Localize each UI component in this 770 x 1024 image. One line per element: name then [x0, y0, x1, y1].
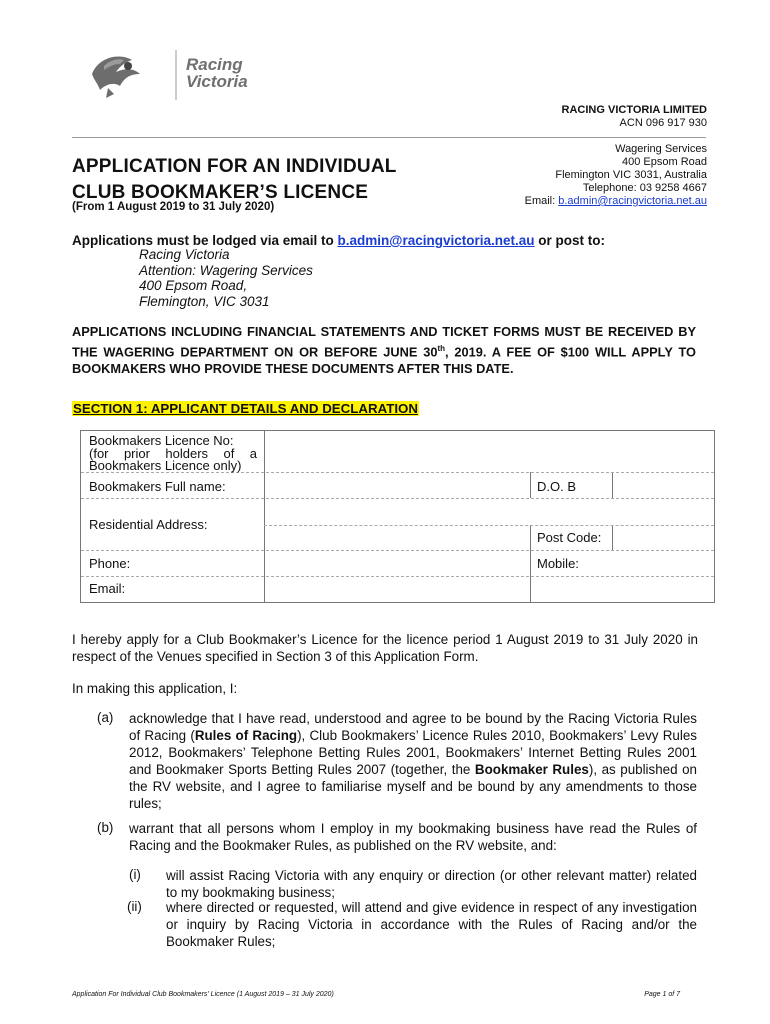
- label-licence-no: Bookmakers Licence No:: [89, 433, 234, 448]
- licence-period: (From 1 August 2019 to 31 July 2020): [72, 201, 275, 213]
- contact-block: [525, 143, 707, 208]
- lodge-suffix: or post to:: [534, 233, 606, 248]
- item-a-text: [129, 710, 697, 812]
- label-licence-note: (for prior holders of a Bookmakers Licence only): [89, 446, 257, 473]
- label-post-code: Post Code:: [537, 530, 602, 545]
- item-a-bold1: Rules of Racing: [194, 728, 298, 743]
- contact-email-link[interactable]: b.admin@racingvictoria.net.au: [558, 195, 707, 207]
- input-email[interactable]: [265, 577, 529, 602]
- label-residential-address: Residential Address:: [89, 517, 208, 532]
- page-title: [72, 154, 397, 206]
- company-name: RACING VICTORIA LIMITED: [561, 104, 707, 116]
- item-i-text: will assist Racing Victoria with any enquiry or direction (or other relevant matter) related to my bookmaking business;: [166, 868, 697, 900]
- input-post-code[interactable]: [613, 526, 713, 550]
- title-line2: CLUB BOOKMAKER’S LICENCE: [72, 182, 369, 203]
- logo-line1: Racing: [186, 55, 243, 74]
- item-ii-label: (ii): [127, 899, 142, 914]
- lodge-prefix: Applications must be lodged via email to: [72, 233, 338, 248]
- label-full-name: Bookmakers Full name:: [89, 479, 226, 494]
- contact-email-label: Email:: [524, 195, 559, 207]
- contact-city: Flemington VIC 3031, Australia: [555, 169, 707, 181]
- input-residential-address[interactable]: [265, 499, 713, 525]
- lodge-email-link[interactable]: b.admin@racingvictoria.net.au: [337, 233, 535, 248]
- address-line3: 400 Epsom Road,: [139, 278, 248, 293]
- form-divider-right: [530, 525, 531, 602]
- input-full-name[interactable]: [265, 473, 529, 498]
- footer-document-title: Application For Individual Club Bookmakers' Licence (1 August 2019 – 31 July 2020): [72, 991, 334, 998]
- label-email: Email:: [89, 581, 126, 596]
- item-a-label: (a): [97, 710, 114, 725]
- item-b-text: warrant that all persons whom I employ in my bookmaking business have read the Rules of Racing and the Bookmaker Rules, as published on the RV website, and:: [129, 821, 697, 853]
- deadline-notice: [72, 323, 696, 377]
- input-dob[interactable]: [613, 473, 713, 498]
- item-i-label: (i): [129, 867, 141, 882]
- company-acn: ACN 096 917 930: [619, 117, 707, 129]
- company-block: [562, 104, 707, 130]
- lodge-instructions: [72, 233, 605, 248]
- form-divider-dob: [530, 472, 531, 498]
- label-phone: Phone:: [89, 556, 131, 571]
- logo-text: [186, 56, 248, 90]
- item-a-part3: ), as published on the RV website, and I agree to familiarise myself and be bound by any amendments to those rules;: [129, 762, 697, 811]
- address-line2: Attention: Wagering Services: [139, 262, 313, 278]
- label-mobile: Mobile:: [537, 556, 579, 571]
- racing-victoria-logo: [84, 44, 304, 106]
- notice-part2: , 2019. A FEE OF $100 WILL APPLY TO BOOKMAKERS WHO PROVIDE THESE DOCUMENTS AFTER THIS DATE.: [72, 344, 696, 377]
- making-application-intro: In making this application, I:: [72, 681, 238, 696]
- contact-email-line: [525, 195, 707, 208]
- section-1-heading: SECTION 1: APPLICANT DETAILS AND DECLARATION: [73, 401, 418, 416]
- input-mobile[interactable]: [613, 551, 713, 576]
- input-licence-no[interactable]: [265, 432, 713, 472]
- item-b-label: (b): [97, 820, 114, 835]
- title-line1: APPLICATION FOR AN INDIVIDUAL: [72, 156, 397, 177]
- item-a-bold2: Bookmaker Rules: [474, 762, 589, 777]
- contact-dept: Wagering Services: [615, 143, 707, 155]
- item-a-part1: acknowledge that I have read, understood and agree to be bound by the Racing Victoria Rules of Racing (: [129, 711, 697, 743]
- input-phone[interactable]: [265, 551, 529, 576]
- label-dob: D.O. B: [537, 479, 577, 494]
- address-line1: Racing Victoria: [139, 247, 230, 262]
- contact-phone: Telephone: 03 9258 4667: [582, 182, 707, 194]
- contact-street: 400 Epsom Road: [622, 156, 707, 168]
- apply-statement: I hereby apply for a Club Bookmaker’s Licence for the licence period 1 August 2019 to 31 July 2020 in respect of the Venues specified in Section 3 of this Application Form.: [72, 632, 698, 664]
- postal-address: [139, 247, 313, 309]
- item-a-part2: ), Club Bookmakers’ Licence Rules 2010, Bookmakers’ Levy Rules 2012, Bookmakers’ Telephone Betting Rules 2001, Bookmakers’ Internet Betting Rules 2001 and Bookmaker Sports Betting Rules 2007 (together, the: [129, 728, 697, 777]
- notice-part1: APPLICATIONS INCLUDING FINANCIAL STATEMENTS AND TICKET FORMS MUST BE RECEIVED BY THE WAGERING DEPARTMENT ON OR BEFORE JUNE 30: [72, 324, 696, 360]
- applicant-details-form: [80, 430, 715, 603]
- notice-sup: th: [437, 344, 446, 353]
- header-divider: [72, 137, 706, 138]
- item-ii-text: where directed or requested, will attend and give evidence in respect of any investigation or inquiry by Racing Victoria in accordance with the Rules of Racing and/or the Bookmaker Rules;: [166, 900, 697, 949]
- logo-line2: Victoria: [186, 72, 248, 91]
- footer-page-number: Page 1 of 7: [644, 991, 680, 998]
- address-line4: Flemington, VIC 3031: [139, 293, 270, 309]
